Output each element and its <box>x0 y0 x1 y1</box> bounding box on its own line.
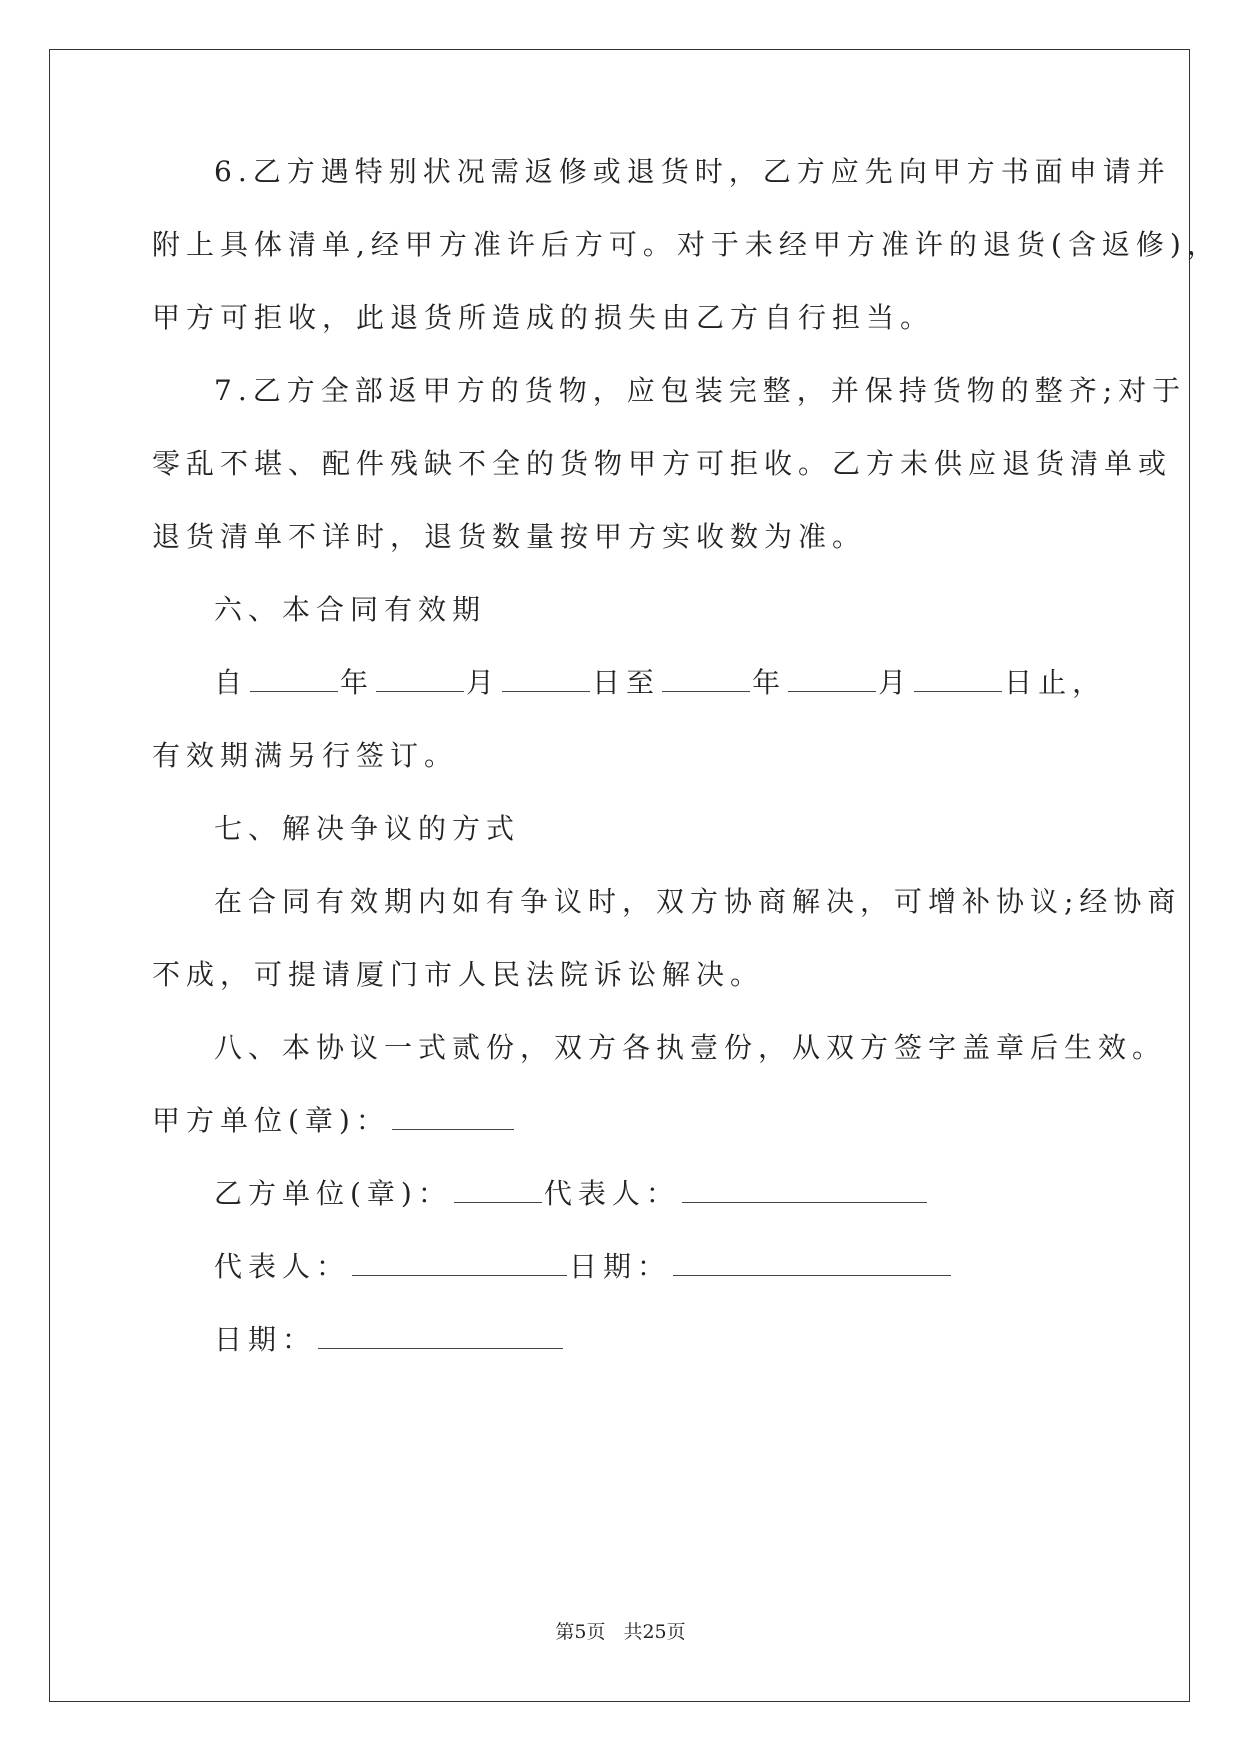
start-year-blank[interactable] <box>250 665 338 692</box>
representative-blank-2[interactable] <box>352 1249 567 1276</box>
paragraph-6-line-1: 6.乙方遇特别状况需返修或退货时，乙方应先向甲方书面申请并 <box>214 155 1171 188</box>
section-7-line-1: 在合同有效期内如有争议时，双方协商解决，可增补协议;经协商 <box>214 885 1182 918</box>
party-b-unit-label: 乙方单位(章)： <box>214 1177 452 1210</box>
representative-label-1: 代表人： <box>543 1177 680 1210</box>
party-a-unit-label: 甲方单位(章)： <box>152 1104 390 1137</box>
paragraph-7-line-1: 7.乙方全部返甲方的货物，应包装完整，并保持货物的整齐;对于 <box>214 374 1187 407</box>
period-month-1: 月 <box>466 666 501 699</box>
date-blank-2[interactable] <box>318 1322 563 1349</box>
section-7-heading: 七、解决争议的方式 <box>214 812 521 845</box>
page-border <box>49 49 1190 1702</box>
section-6-line-2: 有效期满另行签订。 <box>152 739 459 772</box>
representative-blank-1[interactable] <box>682 1176 927 1203</box>
page-number-total: 共25页 <box>623 1621 686 1643</box>
representative-date-line <box>214 1247 953 1287</box>
final-date-line <box>214 1320 565 1360</box>
section-8-line: 八、本协议一式贰份，双方各执壹份，从双方签字盖章后生效。 <box>214 1031 1167 1064</box>
date-blank-1[interactable] <box>673 1249 951 1276</box>
paragraph-6-line-3: 甲方可拒收，此退货所造成的损失由乙方自行担当。 <box>152 301 935 334</box>
period-from: 自 <box>214 666 249 699</box>
period-year-2: 年 <box>752 666 787 699</box>
representative-label-2: 代表人： <box>214 1250 351 1283</box>
start-month-blank[interactable] <box>376 665 464 692</box>
section-7-line-2: 不成，可提请厦门市人民法院诉讼解决。 <box>152 958 765 991</box>
end-year-blank[interactable] <box>662 665 750 692</box>
period-day-to: 日至 <box>592 666 661 699</box>
period-month-2: 月 <box>878 666 913 699</box>
section-6-heading: 六、本合同有效期 <box>214 593 487 626</box>
party-a-signature-line <box>152 1101 516 1141</box>
end-month-blank[interactable] <box>788 665 876 692</box>
party-b-unit-blank[interactable] <box>454 1176 542 1203</box>
page-number-current: 第5页 <box>555 1621 606 1643</box>
date-label-1: 日期： <box>569 1250 672 1283</box>
start-day-blank[interactable] <box>502 665 590 692</box>
paragraph-7-line-2: 零乱不堪、配件残缺不全的货物甲方可拒收。乙方未供应退货清单或 <box>152 447 1173 480</box>
paragraph-7-line-3: 退货清单不详时，退货数量按甲方实收数为准。 <box>152 520 867 553</box>
end-day-blank[interactable] <box>914 665 1002 692</box>
page-footer <box>0 1620 1241 1644</box>
validity-period-line <box>214 663 1106 703</box>
period-year-1: 年 <box>340 666 375 699</box>
party-a-unit-blank[interactable] <box>392 1103 514 1130</box>
period-day-end: 日止， <box>1004 666 1107 699</box>
party-b-signature-line <box>214 1174 929 1214</box>
paragraph-6-line-2: 附上具体清单,经甲方准许后方可。对于未经甲方准许的退货(含返修)， <box>152 228 1221 261</box>
date-label-2: 日期： <box>214 1323 317 1356</box>
